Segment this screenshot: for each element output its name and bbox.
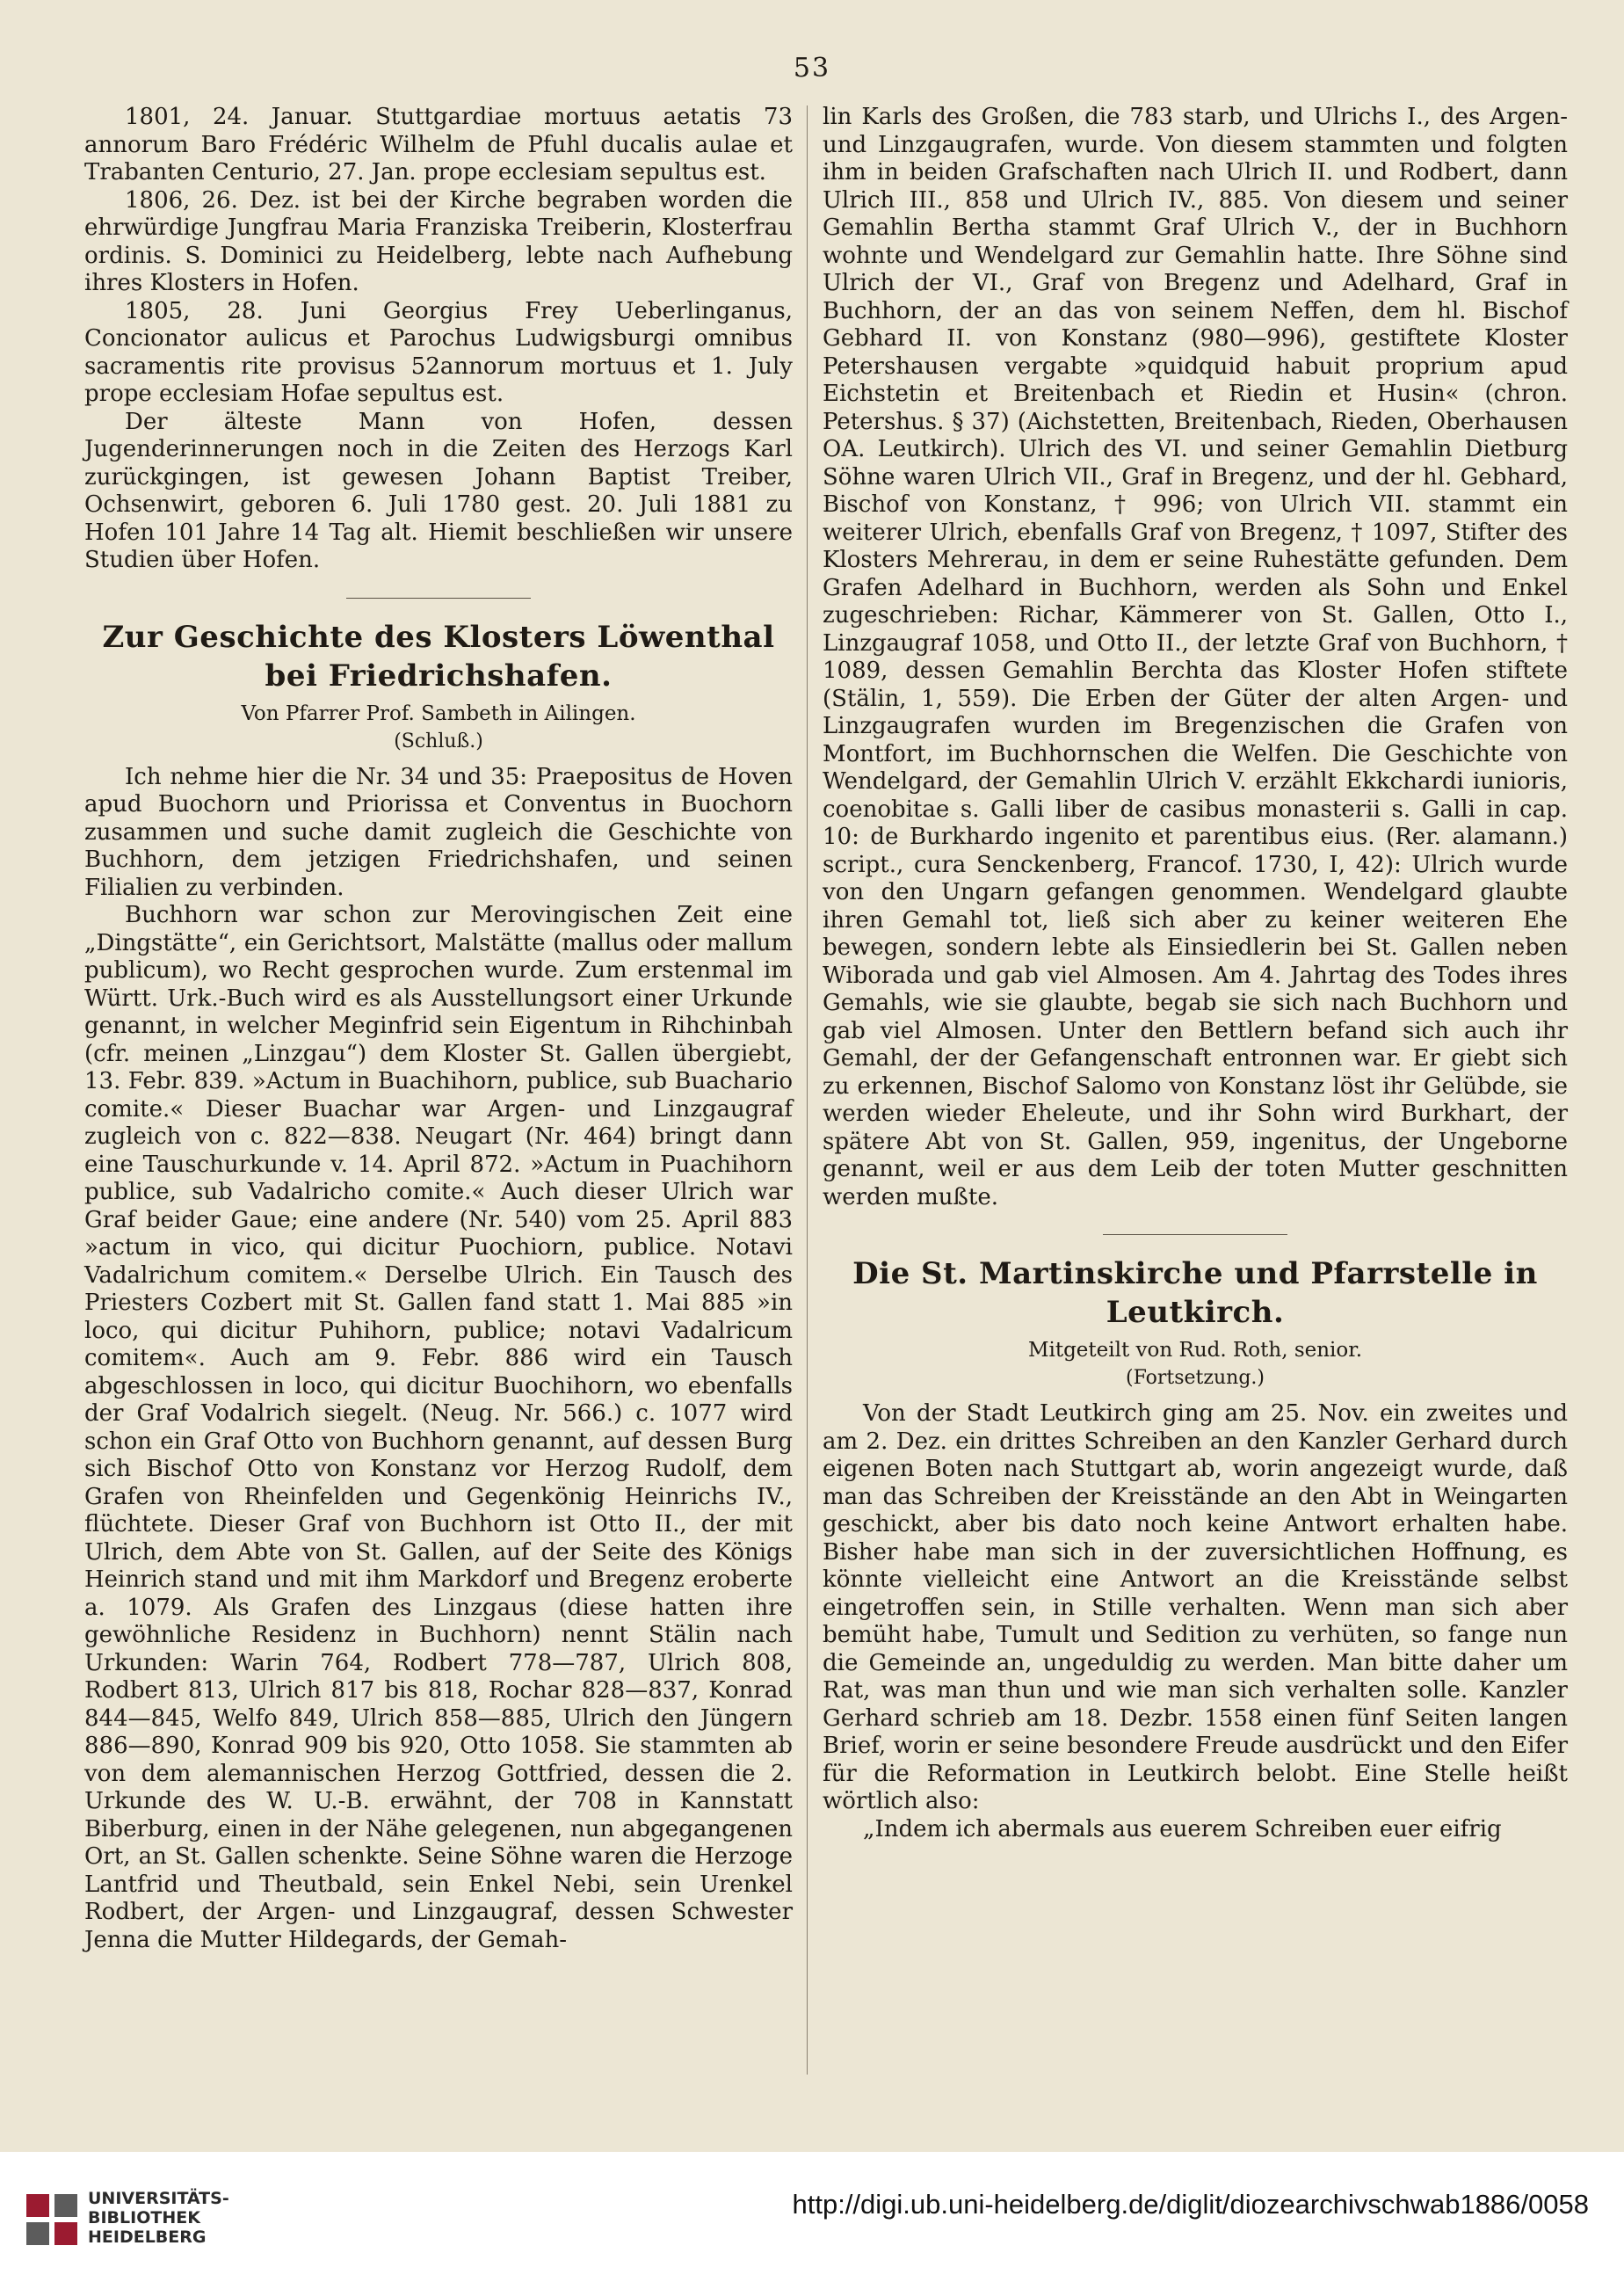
article-author-sambeth: Von Pfarrer Prof. Sambeth in Ailingen. bbox=[241, 701, 636, 725]
library-name bbox=[88, 2189, 229, 2247]
article-title-loewenthal: Zur Geschichte des Klosters Löwenthal bei Friedrichshafen. bbox=[102, 619, 775, 694]
paragraph-1806-treiberin: 1806, 26. Dez. ist bei der Kirche begraben worden die ehrwürdige Jungfrau Maria Franziska Treiberin, Klosterfrau ordinis. S. Dominici zu Heidelberg, lebte nach Aufhebung ihres Klosters in Hofen. bbox=[84, 186, 793, 296]
page-number: 53 bbox=[793, 53, 831, 84]
article-title-martinskirche: Die St. Martinskirche und Pfarrstelle in Leutkirch. bbox=[852, 1256, 1538, 1330]
university-library-logo-icon bbox=[25, 2192, 79, 2247]
footer-bar bbox=[0, 2152, 1624, 2282]
paragraph-1801-pfuhl: 1801, 24. Januar. Stuttgardiae mortuus aetatis 73 annorum Baro Frédéric Wilhelm de Pfuhl ducalis aulae et Trabanten Centurio, 27. Jan. prope ecclesiam sepultus est. bbox=[84, 104, 793, 185]
section-rule bbox=[1103, 1234, 1287, 1235]
library-name-line: HEIDELBERG bbox=[88, 2227, 207, 2247]
paragraph-leutkirch-schreiben: Von der Stadt Leutkirch ging am 25. Nov. ein zweites und am 2. Dez. ein drittes Schreiben an den Kanzler Gerhard durch eigenen Boten nach Stuttgart ab, worin angezeigt wurde, daß man das Schreiben der Kreisstände an den Abt in Weingarten geschickt, aber bis dato noch keine Antwort erhalten habe. Bisher habe man sich in der zuversichtlichen Hoffnung, es könnte vielleicht eine Antwort an die Kreisstände selbst eingetroffen sein, in Stille verhalten. Wenn man sich aber bemüht habe, Tumult und Sedition zu verhüten, so fange nun die Gemeinde an, ungeduldig zu werden. Man bitte daher um Rat, was man thun und wie man sich verhalten solle. Kanzler Gerhard schrieb am 18. Dezbr. 1558 einen fünf Seiten langen Brief, worin er seine besondere Freude ausdrückt und den Eifer für die Reformation in Leutkirch belobt. Eine Stelle heißt wörtlich also: bbox=[823, 1400, 1568, 1814]
section-rule bbox=[346, 598, 531, 599]
paragraph-buchhorn-dingstaette: Buchhorn war schon zur Merovingischen Zeit eine „Dingstätte“, ein Gerichtsort, Malstätte (mallus oder mallum publicum), wo Recht gesprochen wurde. Zum erstenmal im Württ. Urk.-Buch wird es als Ausstellungsort einer Urkunde genannt, in welcher Meginfrid sein Eigentum in Rihchinbah (cfr. meinen „Linzgau“) dem Kloster St. Gallen übergiebt, 13. Febr. 839. »Actum in Buachihorn, publice, sub Buachario comite.« Dieser Buachar war Argen- und Linzgaugraf zugleich von c. 822—838. Neugart (Nr. 464) bringt dann eine Tauschurkunde v. 14. April 872. »Actum in Puachihorn publice, sub Vadalricho comite.« Auch dieser Ulrich war Graf beider Gaue; eine andere (Nr. 540) vom 25. April 883 »actum in vico, qui dicitur Puochiorn, publice. Notavi Vadalrichum comitem.« Derselbe Ulrich. Ein Tausch des Priesters Cozbert mit St. Gallen fand statt 1. Mai 885 »in loco, qui dicitur Puhihorn, publice; notavi Vadalricum comitem«. Auch am 9. Febr. 886 wird ein Tausch abgeschlossen in loco, qui dicitur Buochihorn, wo ebenfalls der Graf Vodalrich siegelt. (Neug. Nr. 566.) c. 1077 wird schon ein Graf Otto von Buchhorn genannt, auf dessen Burg sich Bischof Otto von Konstanz vor Herzog Rudolf, dem Grafen von Rheinfelden und Gegenkönig Heinrichs IV., flüchtete. Dieser Graf von Buchhorn ist Otto II., der mit Ulrich, dem Abte von St. Gallen, auf der Seite des Königs Heinrich stand und mit ihm Markdorf und Bregenz eroberte a. 1079. Als Grafen des Linzgaus (diese hatten ihre gewöhnliche Residenz in Buchhorn) nennt Stälin nach Urkunden: Warin 764, Rodbert 778—787, Ulrich 808, Rodbert 813, Ulrich 817 bis 818, Rochar 828—837, Konrad 844—845, Welfo 849, Ulrich 858—885, Ulrich den Jüngern 886—890, Konrad 909 bis 920, Otto 1058. Sie stammten ab von dem alemannischen Herzog Gottfried, dessen die 2. Urkunde des W. U.-B. erwähnt, der 708 in Kannstatt Biberburg, einen in der Nähe gelegenen, nun abgegangenen Ort, an St. Gallen schenkte. Seine Söhne waren die Herzoge Lantfrid und Theutbald, sein Enkel Nebi, sein Urenkel Rodbert, der Argen- und Linzgaugraf, dessen Schwester Jenna die Mutter Hildegards, der Gemah- bbox=[84, 902, 793, 1953]
paragraph-karls-des-grossen: lin Karls des Großen, die 783 starb, und Ulrichs I., des Argen- und Linzgaugrafen, wurde. Von diesem stammten und folgten ihm in beiden Grafschaften nach Ulrich II. und Rodbert, dann Ulrich III., 858 und Ulrich IV., 885. Von diesem und seiner Gemahlin Bertha stammt Graf Ulrich V., der in Buchhorn wohnte und Wendelgard zur Gemahlin hatte. Ihre Söhne sind Ulrich der VI., Graf von Bregenz und Adelhard, Graf in Buchhorn, der an das von seinem Neffen, dem hl. Bischof Gebhard II. von Konstanz (980—996), gestiftete Kloster Petershausen vergabte »quidquid habuit proprium apud Eichstetin et Breitenbach et Riedin et Husin« (chron. Petershus. § 37) (Aichstetten, Breitenbach, Rieden, Oberhausen OA. Leutkirch). Ulrich des VI. und seiner Gemahlin Dietburg Söhne waren Ulrich VII., Graf in Bregenz, und der hl. Gebhard, Bischof von Konstanz, † 996; von Ulrich VII. stammt ein weiterer Ulrich, ebenfalls Graf von Bregenz, † 1097, Stifter des Klosters Mehrerau, in dem er seine Ruhestätte gefunden. Dem Grafen Adelhard in Buchhorn, werden als Sohn und Enkel zugeschrieben: Richar, Kämmerer von St. Gallen, Otto I., Linzgaugraf 1058, und Otto II., der letzte Graf von Buchhorn, † 1089, dessen Gemahlin Berchta das Kloster Hofen stiftete (Stälin, 1, 559). Die Erben der Güter der alten Argen- und Linzgaugrafen wurden im Bregenzischen die Grafen von Montfort, im Buchhornschen die Welfen. Die Geschichte von Wendelgard, der Gemahlin Ulrich V. erzählt Ekkchardi iunioris, coenobitae s. Galli liber de casibus monasterii s. Galli in cap. 10: de Burkhardo ingenito et parentibus eius. (Rer. alamann.) script., cura Senckenberg, Francof. 1730, I, 42): Ulrich wurde von den Ungarn gefangen genommen. Wendelgard glaubte ihren Gemahl tot, ließ sich aber zu keiner weiteren Ehe bewegen, sondern lebte als Einsiedlerin bei St. Gallen neben Wiborada und gab viel Almosen. Am 4. Jahrtag des Todes ihres Gemahls, wie sie glaubte, begab sie sich nach Buchhorn und gab viel Almosen. Unter den Bettlern befand sich auch ihr Gemahl, der der Gefangenschaft entronnen war. Er giebt sich zu erkennen, Bischof Salomo von Konstanz löst ihr Gelübde, sie werden wieder Eheleute, und ihr Sohn wird Burkhart, der spätere Abt von St. Gallen, 959, ingenitus, der Ungeborne genannt, weil er aus dem Leib der toten Mutter geschnitten werden mußte. bbox=[823, 104, 1568, 1210]
source-url-link[interactable]: http://digi.ub.uni-heidelberg.de/diglit/diozearchivschwab1886/0058 bbox=[792, 2189, 1589, 2220]
paragraph-quote-start: „Indem ich abermals aus euerem Schreiben euer eifrig bbox=[863, 1815, 1502, 1842]
column-divider bbox=[807, 105, 808, 2075]
paragraph-praepositus: Ich nehme hier die Nr. 34 und 35: Praepositus de Hoven apud Buochorn und Priorissa et Conventus in Buochorn zusammen und suche damit zugleich die Geschichte von Buchhorn, dem jetzigen Friedrichshafen, und seinen Filialien zu verbinden. bbox=[84, 763, 793, 901]
right-column bbox=[823, 104, 1568, 1843]
library-name-line: BIBLIOTHEK bbox=[88, 2208, 200, 2227]
left-column bbox=[84, 104, 793, 1954]
paragraph-1805-frey: 1805, 28. Juni Georgius Frey Ueberlinganus, Concionator aulicus et Parochus Ludwigsburgi omnibus sacramentis rite provisus 52annorum mortuus et 1. July prope ecclesiam Hofae sepultus est. bbox=[84, 297, 793, 407]
article-author-roth: Mitgeteilt von Rud. Roth, senior. bbox=[1027, 1339, 1363, 1362]
article-subtitle-schluss: (Schluß.) bbox=[394, 730, 483, 752]
article-subtitle-fortsetzung: (Fortsetzung.) bbox=[1126, 1367, 1265, 1389]
paragraph-aeltester-mann: Der älteste Mann von Hofen, dessen Jugenderinnerungen noch in die Zeiten des Herzogs Karl zurückgingen, ist gewesen Johann Baptist Treiber, Ochsenwirt, geboren 6. Juli 1780 gest. 20. Juli 1881 zu Hofen 101 Jahre 14 Tag alt. Hiemit beschließen wir unsere Studien über Hofen. bbox=[84, 408, 793, 573]
library-name-line: UNIVERSITÄTS- bbox=[88, 2189, 229, 2208]
